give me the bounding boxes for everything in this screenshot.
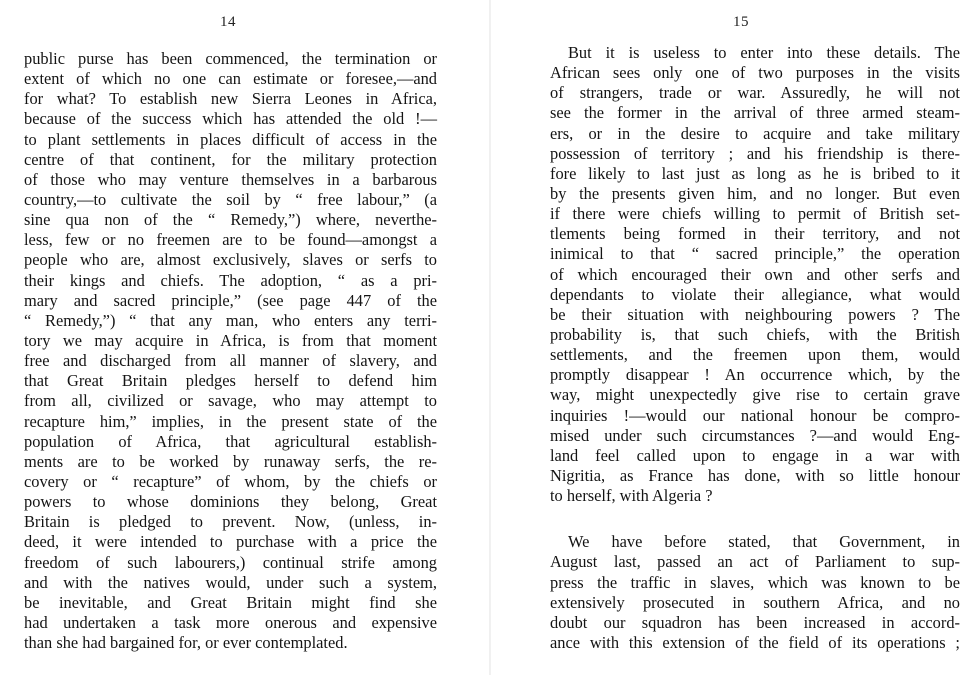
text-line: that Great Britain pledges herself to defend him: [24, 371, 437, 391]
text-line: land feel called upon to engage in a war with: [550, 445, 960, 465]
text-line: press the traffic in slaves, which was known to be: [550, 572, 960, 592]
text-line: for what? To establish new Sierra Leones in Africa,: [24, 89, 437, 109]
text-line: inquiries !—would our national honour be compro-: [550, 405, 960, 425]
right-page: [490, 0, 980, 675]
text-line: African sees only one of two purposes in the visits: [550, 63, 960, 83]
text-line: centre of that continent, for the military protection: [24, 149, 437, 169]
text-line: tlements being formed in their territory, and not: [550, 224, 960, 244]
text-line: public purse has been commenced, the termination or: [24, 49, 437, 68]
text-line: population of Africa, that agricultural establish-: [24, 431, 437, 451]
text-line: way, might unexpectedly give rise to certain grave: [550, 385, 960, 405]
text-line: ers, or in the desire to acquire and take military: [550, 123, 960, 143]
paragraph-gap: [550, 506, 960, 532]
text-line: dependants to violate their allegiance, what would: [550, 284, 960, 304]
text-line: deed, it were intended to purchase with a price the: [24, 532, 437, 552]
text-line: tory we may acquire in Africa, is from that moment: [24, 330, 437, 350]
text-line: had undertaken a task more onerous and expensive: [24, 612, 437, 632]
text-line: August last, passed an act of Parliament to sup-: [550, 552, 960, 572]
text-line: of strangers, trade or war. Assuredly, he will not: [550, 83, 960, 103]
text-line: covery or “ recapture” of whom, by the chiefs or: [24, 471, 437, 491]
text-line: freedom of such labourers,) continual strife among: [24, 552, 437, 572]
text-line: because of the success which has attended the old !—: [24, 109, 437, 129]
text-line: ance with this extension of the field of its operations ;: [550, 632, 960, 652]
text-line: extent of which no one can estimate or foresee,—and: [24, 69, 437, 89]
text-line: if there were chiefs willing to permit of British set-: [550, 204, 960, 224]
text-line: We have before stated, that Government, in: [568, 532, 960, 552]
text-line: recapture him,” implies, in the present state of the: [24, 411, 437, 431]
left-page-text: [24, 49, 437, 653]
text-line: inimical to that “ sacred principle,” the operation: [550, 244, 960, 264]
text-line: than she had bargained for, or ever contemplated.: [24, 633, 348, 653]
text-line: powers to whose dominions they belong, Great: [24, 492, 437, 512]
text-line: promptly disappear ! An occurrence which, by the: [550, 365, 960, 385]
page-number-left: 14: [220, 14, 236, 30]
text-line: fore likely to last just as long as he is bribed to it: [550, 163, 960, 183]
text-line: of those who may venture themselves in a barbarous: [24, 169, 437, 189]
text-line: settlements, and the freemen upon them, would: [550, 345, 960, 365]
text-line: Nigritia, as France has done, with so little honour: [550, 465, 960, 485]
text-line: country,—to cultivate the soil by “ free labour,” (a: [24, 189, 437, 209]
text-line: by the presents given him, and no longer. But even: [550, 183, 960, 203]
text-line: of which encouraged their own and other serfs and: [550, 264, 960, 284]
text-line: and with the natives would, under such a system,: [24, 572, 437, 592]
text-line: sine qua non of the “ Remedy,”) where, neverthe-: [24, 210, 437, 230]
text-line: Britain is pledged to prevent. Now, (unless, in-: [24, 512, 437, 532]
text-line: free and discharged from all manner of slavery, and: [24, 351, 437, 371]
text-line: extensively prosecuted in southern Africa, and no: [550, 592, 960, 612]
text-line: be their situation with neighbouring powers ? The: [550, 304, 960, 324]
page-number-right: 15: [733, 14, 749, 30]
text-line: possession of territory ; and his friendship is there-: [550, 143, 960, 163]
text-line: probability is, that such chiefs, with the British: [550, 324, 960, 344]
text-line: to herself, with Algeria ?: [550, 486, 713, 506]
text-line: their kings and chiefs. The adoption, “ as a pri-: [24, 270, 437, 290]
text-line: mised under such circumstances ?—and would Eng-: [550, 425, 960, 445]
text-line: be inevitable, and Great Britain might find she: [24, 592, 437, 612]
text-line: ments are to be worked by runaway serfs, the re-: [24, 451, 437, 471]
text-line: mary and sacred principle,” (see page 447 of the: [24, 290, 437, 310]
text-line: see the former in the arrival of three armed steam-: [550, 103, 960, 123]
right-page-text: [550, 43, 960, 653]
text-line: people who are, almost exclusively, slaves or serfs to: [24, 250, 437, 270]
text-line: less, few or no freemen are to be found—amongst a: [24, 230, 437, 250]
text-line: from all, civilized or savage, who may attempt to: [24, 391, 437, 411]
text-line: to plant settlements in places difficult of access in the: [24, 129, 437, 149]
text-line: But it is useless to enter into these details. The: [568, 43, 960, 62]
text-line: “ Remedy,”) “ that any man, who enters any terri-: [24, 310, 437, 330]
text-line: doubt our squadron has been increased in accord-: [550, 612, 960, 632]
